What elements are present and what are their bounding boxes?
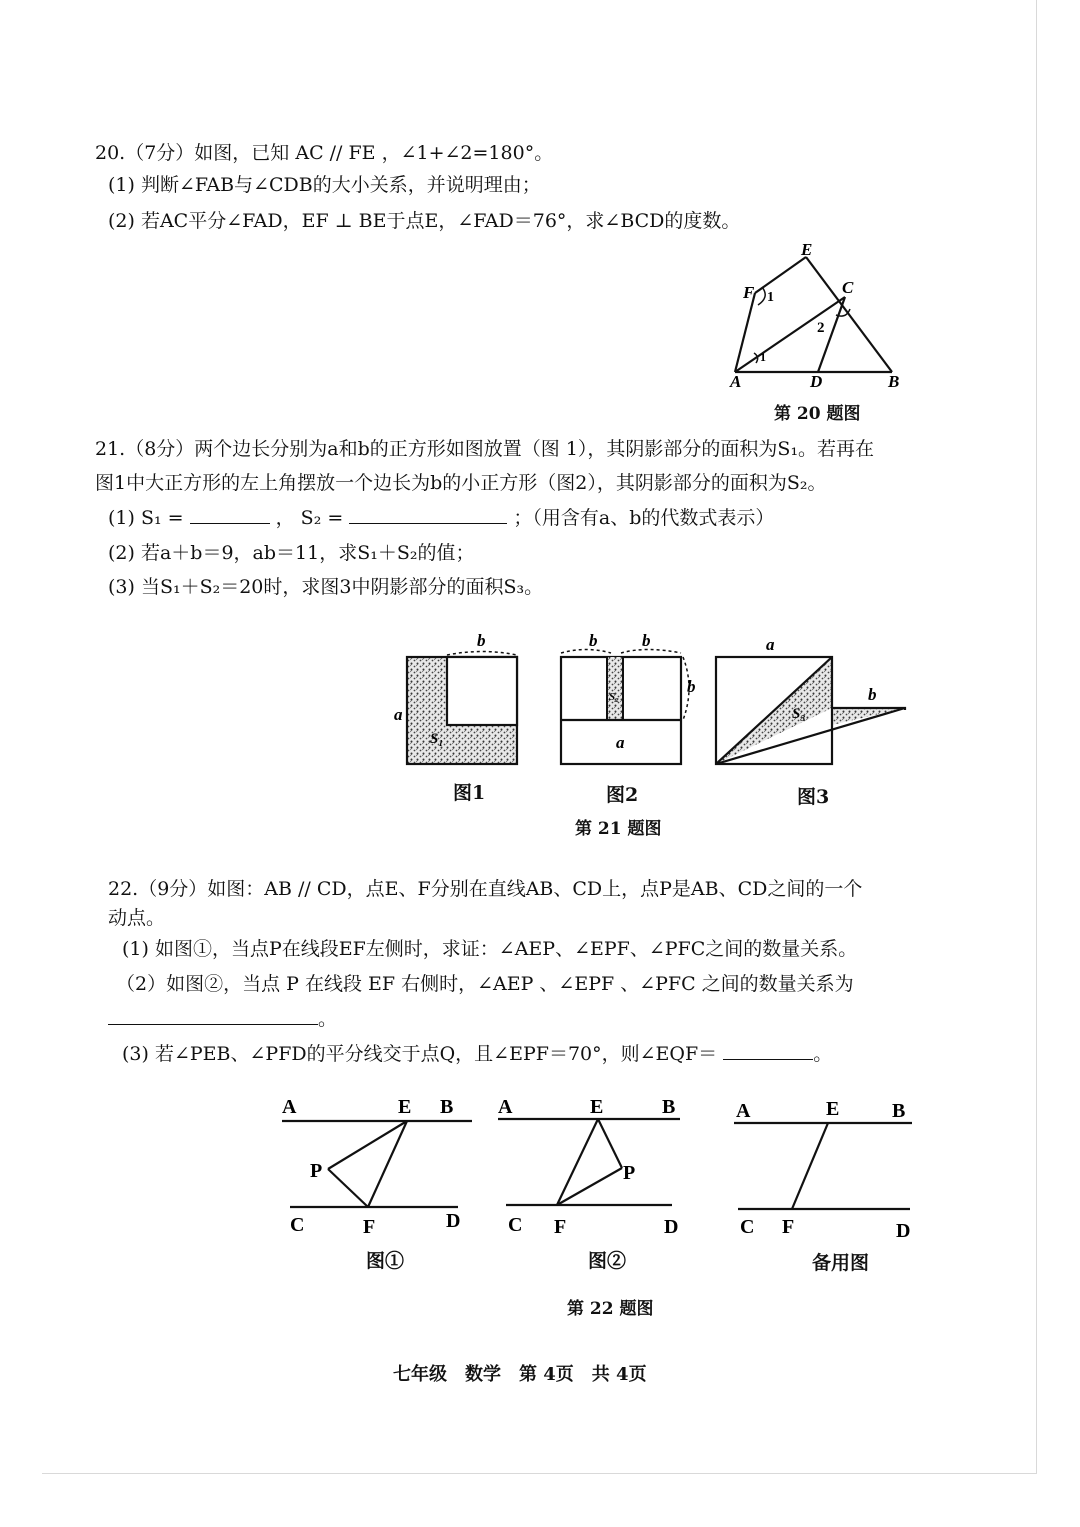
q21-fig1-shade-bottom	[447, 725, 517, 764]
q21-fig2-label-b3: b	[687, 677, 696, 696]
q22-fig1-F: F	[363, 1216, 376, 1238]
q22-fig2-B: B	[662, 1096, 676, 1118]
q22-fig2-F: F	[554, 1216, 567, 1238]
q21-fig3	[716, 635, 905, 764]
q20-label-D: D	[810, 372, 823, 391]
q22-stem-line2: 动点。	[108, 907, 166, 929]
q21-fig2	[561, 631, 696, 764]
q21-fig1-shade-left	[407, 657, 447, 764]
q22-fig2-C: C	[508, 1214, 523, 1236]
q22-fig2-P: P	[623, 1162, 636, 1184]
q22-fig1-P: P	[310, 1160, 323, 1182]
q21-fig2-label-b1: b	[589, 631, 598, 650]
q21-fig3-caption: 图3	[797, 786, 830, 808]
q22-fig3-F: F	[782, 1216, 795, 1238]
q21-fig2-label-b2: b	[642, 631, 651, 650]
q22-fig2-A: A	[498, 1096, 513, 1118]
q22-fig3-B: B	[892, 1100, 906, 1122]
q22-part2: （2）如图②，当点 P 在线段 EF 右侧时，∠AEP 、∠EPF 、∠PFC 之间的数量关系为	[116, 973, 854, 995]
q22-fig1-D: D	[446, 1210, 461, 1232]
q20-label-2: 2	[817, 320, 825, 336]
q21-fig1-caption: 图1	[453, 782, 486, 804]
q21-answer-s1[interactable]	[190, 505, 270, 524]
q22-fig1-B: B	[440, 1096, 454, 1118]
q21-fig2-caption: 图2	[606, 784, 639, 806]
q21-fig1	[394, 631, 517, 764]
q20-angle2	[836, 309, 850, 316]
q21-answer-s2[interactable]	[349, 505, 507, 524]
q20-figure	[700, 235, 930, 395]
q20-label-B: B	[888, 372, 900, 391]
q22-answer-3[interactable]	[723, 1041, 813, 1060]
q20-label-A: A	[730, 372, 742, 391]
q21-part1-hint: ；（用含有a、b的代数式表示）	[513, 507, 775, 529]
q22-part3-text: (3) 若∠PEB、∠PFD的平分线交于点Q，且∠EPF＝70°，则∠EQF＝	[122, 1043, 718, 1065]
q22-fig1-A: A	[282, 1096, 297, 1118]
q22-stem-line1: 22.（9分）如图：AB // CD，点E、F分别在直线AB、CD上，点P是AB、CD之间的一个	[108, 878, 863, 900]
q21-fig2-label-s2: S₂	[609, 691, 619, 703]
q22-caption: 第 22 题图	[567, 1299, 654, 1319]
q21-part1-s2: ， S₂ =	[275, 507, 344, 529]
q22-fig2-caption: 图②	[588, 1250, 627, 1272]
q20-label-E: E	[801, 240, 813, 259]
q21-part3: (3) 当S₁＋S₂＝20时，求图3中阴影部分的面积S₃。	[108, 576, 544, 598]
q21-fig3-label-a: a	[766, 635, 775, 654]
q22-fig1-E: E	[398, 1096, 412, 1118]
q22-fig2-E: E	[590, 1096, 604, 1118]
q21-part1-s1: (1) S₁ =	[108, 507, 184, 529]
q22-part1: (1) 如图①，当点P在线段EF左侧时，求证：∠AEP、∠EPF、∠PFC之间的数量关系。	[122, 938, 858, 960]
q22-figures	[270, 1085, 930, 1245]
q22-fig3	[734, 1123, 912, 1209]
q22-fig1-caption: 图①	[366, 1250, 405, 1272]
q21-part1	[108, 505, 774, 531]
q22-fig3-caption: 备用图	[812, 1252, 870, 1274]
q22-answer-2[interactable]	[108, 1006, 318, 1025]
q21-fig1-label-a: a	[394, 705, 403, 724]
q21-stem-line1: 21.（8分）两个边长分别为a和b的正方形如图放置（图 1），其阴影部分的面积为S₁。若再在	[95, 438, 875, 460]
q22-fig2-D: D	[664, 1216, 679, 1238]
q21-fig1-label-s1: S₁	[430, 731, 444, 747]
q22-fig2	[498, 1119, 680, 1205]
q21-stem-line2: 图1中大正方形的左上角摆放一个边长为b的小正方形（图2），其阴影部分的面积为S₂。	[95, 472, 827, 494]
q22-fig3-A: A	[736, 1100, 751, 1122]
q20-part1: (1) 判断∠FAB与∠CDB的大小关系，并说明理由；	[108, 174, 541, 196]
q21-fig3-label-s3: S₃	[792, 706, 806, 722]
q20-part2: (2) 若AC平分∠FAD，EF ⊥ BE于点E，∠FAD＝76°，求∠BCD的度数。	[108, 210, 741, 232]
q20-label-1b: 1	[760, 350, 766, 364]
q21-caption: 第 21 题图	[575, 819, 662, 839]
q22-fig3-E: E	[826, 1098, 840, 1120]
q22-part3	[122, 1041, 832, 1067]
q20-label-C: C	[842, 278, 854, 297]
q22-part3-end: 。	[813, 1043, 833, 1065]
q20-caption: 第 20 题图	[774, 404, 861, 424]
q21-fig2-label-a: a	[616, 733, 625, 752]
q20-stem: 20.（7分）如图，已知 AC // FE ，∠1+∠2=180°。	[95, 142, 554, 164]
q22-fig1-C: C	[290, 1214, 305, 1236]
q20-label-1a: 1	[767, 290, 774, 305]
page-footer: 七年级 数学 第 4页 共 4页	[393, 1364, 647, 1385]
q22-fig3-C: C	[740, 1216, 755, 1238]
q21-fig1-label-b: b	[477, 631, 486, 650]
q22-part2-answer-line	[108, 1006, 337, 1032]
q21-fig3-label-b: b	[868, 685, 877, 704]
q22-part2-end: 。	[318, 1008, 338, 1030]
q20-label-F: F	[743, 283, 755, 302]
q21-part2: (2) 若a＋b＝9，ab＝11，求S₁＋S₂的值；	[108, 542, 475, 564]
q22-fig3-D: D	[896, 1220, 911, 1242]
